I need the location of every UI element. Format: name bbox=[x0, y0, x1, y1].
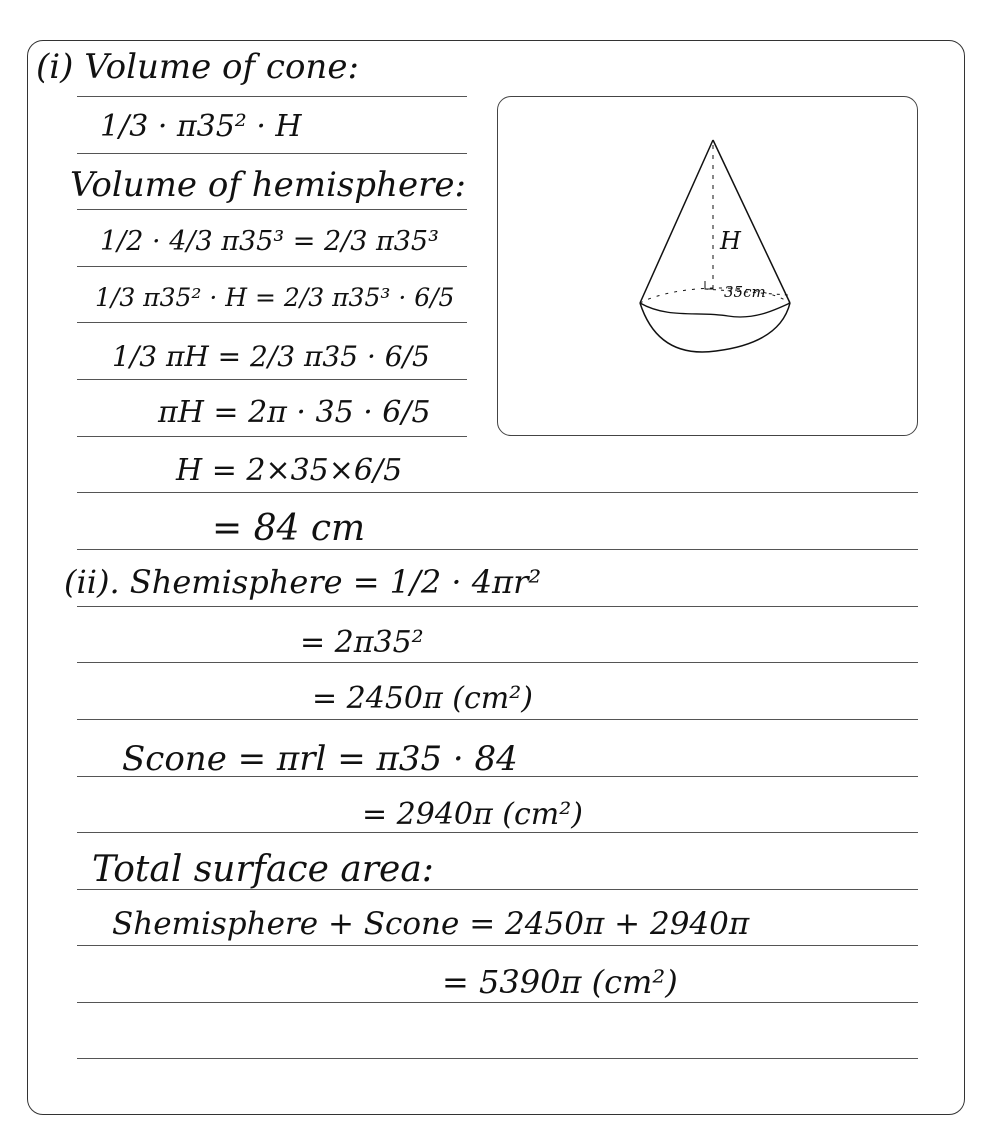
ruled-line bbox=[77, 719, 918, 720]
hemisphere-heading: Volume of hemisphere: bbox=[70, 165, 466, 205]
ruled-line bbox=[77, 322, 467, 323]
ruled-line bbox=[77, 209, 467, 210]
ruled-line bbox=[77, 96, 467, 97]
ruled-line bbox=[77, 662, 918, 663]
cone-area-result: = 2940π (cm²) bbox=[362, 797, 583, 832]
total-sum: Shemisphere + Scone = 2450π + 2940π bbox=[112, 906, 750, 942]
ruled-line bbox=[77, 1058, 918, 1059]
part-i-heading: (i) Volume of cone: bbox=[36, 47, 359, 87]
ruled-line bbox=[77, 492, 918, 493]
base-ellipse-front bbox=[640, 303, 790, 317]
part-ii-heading: (ii). Shemisphere = 1/2 · 4πr² bbox=[64, 563, 542, 601]
hemisphere-area-step: = 2π35² bbox=[300, 625, 424, 660]
hemisphere-bowl bbox=[640, 303, 790, 352]
radius-label: 35cm bbox=[724, 283, 766, 301]
total-result: = 5390π (cm²) bbox=[442, 963, 678, 1001]
ruled-line bbox=[77, 945, 918, 946]
cone-area-formula: Scone = πrl = π35 · 84 bbox=[122, 739, 518, 779]
cone-right-side bbox=[713, 140, 790, 303]
ruled-line bbox=[77, 379, 467, 380]
total-heading: Total surface area: bbox=[92, 849, 434, 890]
ruled-line bbox=[77, 832, 918, 833]
cone-hemisphere-diagram bbox=[498, 97, 919, 437]
ruled-line bbox=[77, 153, 467, 154]
hemisphere-area-result: = 2450π (cm²) bbox=[312, 681, 533, 716]
hemisphere-volume: 1/2 · 4/3 π35³ = 2/3 π35³ bbox=[100, 226, 439, 257]
equation-3: πH = 2π · 35 · 6/5 bbox=[158, 395, 431, 430]
ruled-line bbox=[77, 549, 918, 550]
height-result: = 84 cm bbox=[212, 508, 366, 549]
ruled-line bbox=[77, 436, 467, 437]
equation-4: H = 2×35×6/5 bbox=[176, 453, 403, 488]
ruled-line bbox=[77, 606, 918, 607]
cone-left-side bbox=[640, 140, 713, 303]
cone-volume-formula: 1/3 · π35² · H bbox=[100, 109, 302, 144]
ruled-line bbox=[77, 1002, 918, 1003]
figure-box bbox=[497, 96, 918, 436]
ruled-line bbox=[77, 266, 467, 267]
equation-1: 1/3 π35² · H = 2/3 π35³ · 6/5 bbox=[95, 283, 455, 312]
height-label: H bbox=[720, 227, 741, 255]
equation-2: 1/3 πH = 2/3 π35 · 6/5 bbox=[112, 340, 430, 373]
